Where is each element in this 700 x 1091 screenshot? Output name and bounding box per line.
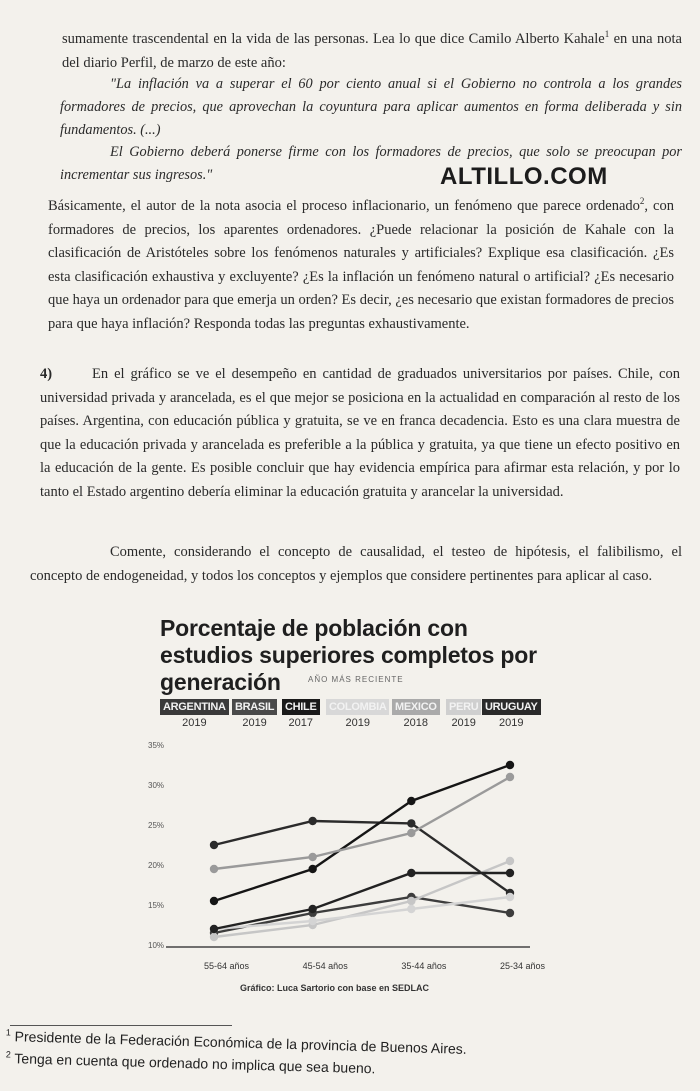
data-point-chile	[407, 797, 415, 805]
legend-year: 2018	[403, 717, 429, 729]
data-point-colombia	[407, 897, 415, 905]
footnote-2-mark: 2	[5, 1049, 12, 1060]
chart-plot	[130, 735, 570, 1025]
data-point-mexico	[407, 829, 415, 837]
data-point-mexico	[210, 865, 218, 873]
legend-item-peru	[446, 697, 481, 729]
chart-title: Porcentaje de población con estudios superiores completos por generación	[160, 615, 537, 695]
legend-year: 2017	[288, 717, 313, 729]
legend-item-chile	[282, 697, 320, 729]
footnote-2-text: Tenga en cuenta que ordenado no implica que sea bueno.	[10, 1050, 376, 1077]
data-point-colombia	[506, 857, 514, 865]
paragraph-intro-text-a: sumamente trascendental en la vida de las personas. Lea lo que dice Camilo Alberto Kahale	[62, 31, 605, 47]
legend-year: 2019	[345, 717, 370, 729]
legend-year: 2019	[242, 717, 267, 729]
data-point-colombia	[210, 933, 218, 941]
data-point-peru	[308, 917, 316, 925]
y-tick-label: 35%	[148, 741, 165, 750]
data-point-argentina	[308, 817, 316, 825]
data-point-chile	[308, 865, 316, 873]
y-tick-label: 30%	[148, 781, 165, 790]
legend-year: 2019	[182, 717, 207, 729]
legend-label: PERU	[446, 699, 481, 715]
data-point-chile	[210, 897, 218, 905]
data-point-peru	[407, 905, 415, 913]
legend-label: BRASIL	[232, 699, 277, 715]
watermark-logo: ALTILLO.COM	[440, 163, 608, 190]
quote-2: El Gobierno deberá ponerse firme con los formadores de precios, que solo se preocupan por incrementar sus ingresos."	[60, 144, 682, 183]
data-point-mexico	[506, 773, 514, 781]
question-number: 4)	[40, 366, 53, 382]
data-point-uruguay	[407, 869, 415, 877]
legend-item-uruguay	[482, 697, 541, 729]
footnote-ref-1: 1	[604, 29, 610, 40]
paragraph-question-3	[48, 195, 674, 337]
legend-label: MEXICO	[392, 699, 440, 715]
x-tick-label: 35-44 años	[401, 961, 447, 971]
data-point-argentina	[210, 841, 218, 849]
x-tick-label: 25-34 años	[500, 961, 546, 971]
chart-source: Gráfico: Luca Sartorio con base en SEDLAC	[240, 983, 430, 993]
paragraph-intro-text-b: en una nota del diario Perfil, de marzo de este año:	[62, 31, 682, 71]
legend-label: CHILE	[282, 699, 320, 715]
legend-year: 2019	[451, 717, 476, 729]
y-tick-label: 15%	[148, 901, 165, 910]
paragraph-question-3-text-a: Básicamente, el autor de la nota asocia el proceso inflacionario, un fenómeno que parece ordenado	[48, 198, 640, 214]
data-point-brasil	[506, 909, 514, 917]
data-point-uruguay	[506, 869, 514, 877]
quote-1: "La inflación va a superar el 60 por ciento anual si el Gobierno no controla a los grandes formadores de precios, que aprovechan la coyuntura para aplicar aumentos en forma deliberada y sin fundamentos. (...)	[60, 76, 682, 138]
legend-item-colombia	[326, 697, 389, 729]
y-tick-label: 10%	[148, 941, 165, 950]
y-tick-label: 20%	[148, 861, 165, 870]
paragraph-question-4-text: En el gráfico se ve el desempeño en cantidad de graduados universitarios por países. Chile, con universidad privada y arancelada, es el que mejor se posiciona en la actualidad en comparación al resto de los países. Argentina, con educación pública y gratuita, se ve en franca decadencia. Esto es una clara muestra de que la educación privada y arancelada es preferible a la pública y gratuita, ya que tiene un efecto positivo en la educación de la gente. Es posible concluir que hay evidencia empírica para afirmar esta relación, y por lo tanto el Estado argentino debería eliminar la educación gratuita y arancelar la universidad.	[40, 366, 680, 500]
legend-item-argentina	[160, 697, 229, 729]
legend-label: ARGENTINA	[160, 699, 229, 715]
legend-item-brasil	[232, 697, 277, 729]
footnote-divider	[10, 1025, 232, 1026]
legend-item-mexico	[392, 697, 440, 729]
legend-label: COLOMBIA	[326, 699, 389, 715]
data-point-argentina	[407, 819, 415, 827]
series-line-argentina	[214, 821, 510, 893]
chart-figure	[130, 605, 570, 1025]
data-point-uruguay	[308, 905, 316, 913]
footnote-1-mark: 1	[5, 1027, 12, 1038]
paragraph-intro	[62, 28, 682, 75]
data-point-mexico	[308, 853, 316, 861]
paragraph-question-3-text-b: , con formadores de precios, los aparentes ordenadores. ¿Puede relacionar la posición de Kahale con la clasificación de Aristóteles sobre los fenómenos naturales y artificiales? Explique esa clasificación. ¿Es esta clasificación exhaustiva y excluyente? ¿Es la inflación un fenómeno natural o artificial? ¿Es necesario que haya un ordenador para que emerja un orden? Es decir, ¿es necesario que existan formadores de precios para que haya inflación? Responda todas las preguntas exhaustivamente.	[48, 198, 674, 332]
series-line-uruguay	[214, 873, 510, 929]
paragraph-instruction: Comente, considerando el concepto de causalidad, el testeo de hipótesis, el falibilismo, el concepto de endogeneidad, y todos los conceptos y ejemplos que considere pertinentes para aplicar al caso.	[30, 544, 682, 584]
footnote-2	[6, 1050, 376, 1077]
data-point-peru	[506, 893, 514, 901]
chart-subtitle: AÑO MÁS RECIENTE	[308, 675, 404, 684]
y-tick-label: 25%	[148, 821, 165, 830]
chart-legend	[160, 697, 580, 737]
x-tick-label: 45-54 años	[302, 961, 348, 971]
legend-year: 2019	[499, 717, 524, 729]
footnote-1-text: Presidente de la Federación Económica de la provincia de Buenos Aires.	[10, 1028, 467, 1057]
footnote-ref-2: 2	[639, 196, 645, 207]
data-point-chile	[506, 761, 514, 769]
legend-label: URUGUAY	[482, 699, 541, 715]
x-tick-label: 55-64 años	[204, 961, 250, 971]
paragraph-question-4	[40, 363, 680, 505]
data-point-uruguay	[210, 925, 218, 933]
